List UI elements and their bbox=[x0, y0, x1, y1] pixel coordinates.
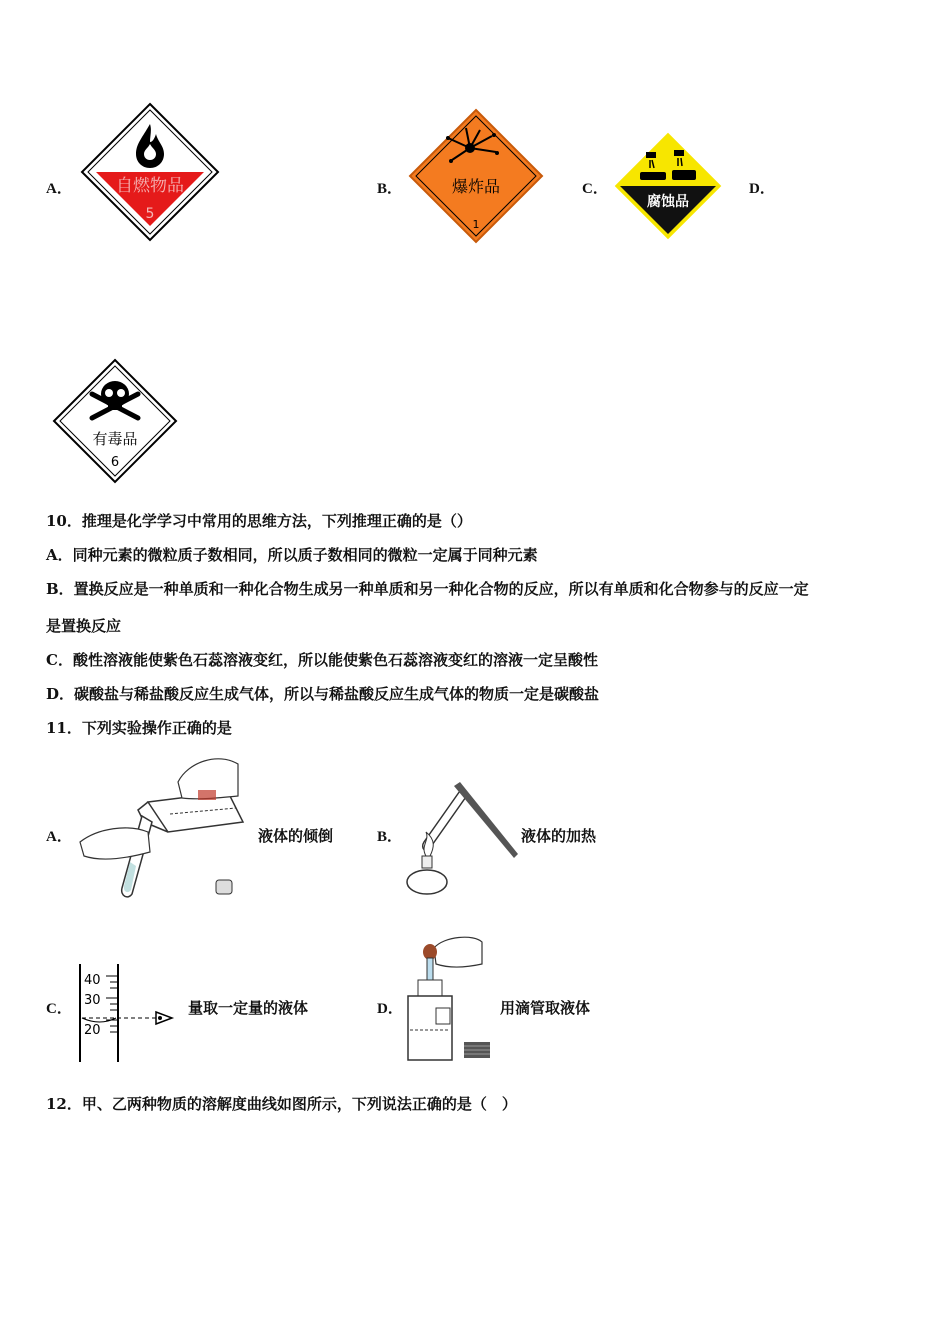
tick-20: 20 bbox=[84, 1023, 101, 1038]
option-d-letter: D． bbox=[749, 181, 775, 197]
toxic-label: 有毒品 bbox=[92, 430, 138, 448]
tick-30: 30 bbox=[84, 993, 101, 1008]
q10-option-c: C．酸性溶液能使紫色石蕊溶液变红，所以能使紫色石蕊溶液变红的溶液一定呈酸性 bbox=[46, 651, 598, 669]
q11-option-d-letter: D． bbox=[377, 1001, 403, 1017]
explosive-class-number: 1 bbox=[472, 218, 480, 231]
q10-option-b-line1: B．置换反应是一种单质和一种化合物生成另一种单质和另一种化合物的反应，所以有单质和化合物参与的反应一定 bbox=[46, 580, 809, 598]
q11-option-d-caption: 用滴管取液体 bbox=[500, 999, 591, 1017]
pouring-liquid-illustration bbox=[78, 752, 248, 902]
corrosive-hazard-sign bbox=[612, 130, 724, 242]
q12-stem: 12．甲、乙两种物质的溶解度曲线如图所示，下列说法正确的是（ ） bbox=[46, 1095, 517, 1113]
explosive-label: 爆炸品 bbox=[451, 177, 501, 196]
option-c-letter: C． bbox=[582, 181, 608, 197]
q11-stem: 11．下列实验操作正确的是 bbox=[46, 719, 232, 737]
option-a-letter: A． bbox=[46, 181, 72, 197]
q10-option-b-line2: 是置换反应 bbox=[46, 617, 122, 635]
corrosive-label: 腐蚀品 bbox=[647, 194, 689, 210]
option-b-letter: B． bbox=[377, 181, 403, 197]
flammable-solid-hazard-sign bbox=[80, 102, 220, 242]
q11-option-a-caption: 液体的倾倒 bbox=[258, 827, 334, 845]
toxic-class-number: 6 bbox=[110, 455, 120, 470]
q11-option-c-letter: C． bbox=[46, 1001, 72, 1017]
graduated-cylinder-illustration bbox=[76, 962, 180, 1064]
flammable-class-number: 5 bbox=[145, 206, 155, 222]
toxic-hazard-sign bbox=[52, 358, 178, 484]
dropper-illustration bbox=[404, 934, 494, 1064]
eye-icon bbox=[156, 1012, 172, 1024]
q11-option-c-caption: 量取一定量的液体 bbox=[188, 999, 309, 1017]
tick-40: 40 bbox=[84, 973, 101, 988]
q11-option-b-letter: B． bbox=[377, 829, 403, 845]
q11-option-a-letter: A． bbox=[46, 829, 72, 845]
heating-liquid-illustration bbox=[402, 782, 522, 898]
explosive-hazard-sign bbox=[408, 108, 544, 244]
flammable-label: 自燃物品 bbox=[116, 176, 184, 196]
q10-option-a: A．同种元素的微粒质子数相同，所以质子数相同的微粒一定属于同种元素 bbox=[46, 546, 538, 564]
q10-option-d: D．碳酸盐与稀盐酸反应生成气体，所以与稀盐酸反应生成气体的物质一定是碳酸盐 bbox=[46, 685, 600, 703]
q11-option-b-caption: 液体的加热 bbox=[521, 827, 597, 845]
q10-stem: 10．推理是化学学习中常用的思维方法，下列推理正确的是（） bbox=[46, 512, 472, 530]
